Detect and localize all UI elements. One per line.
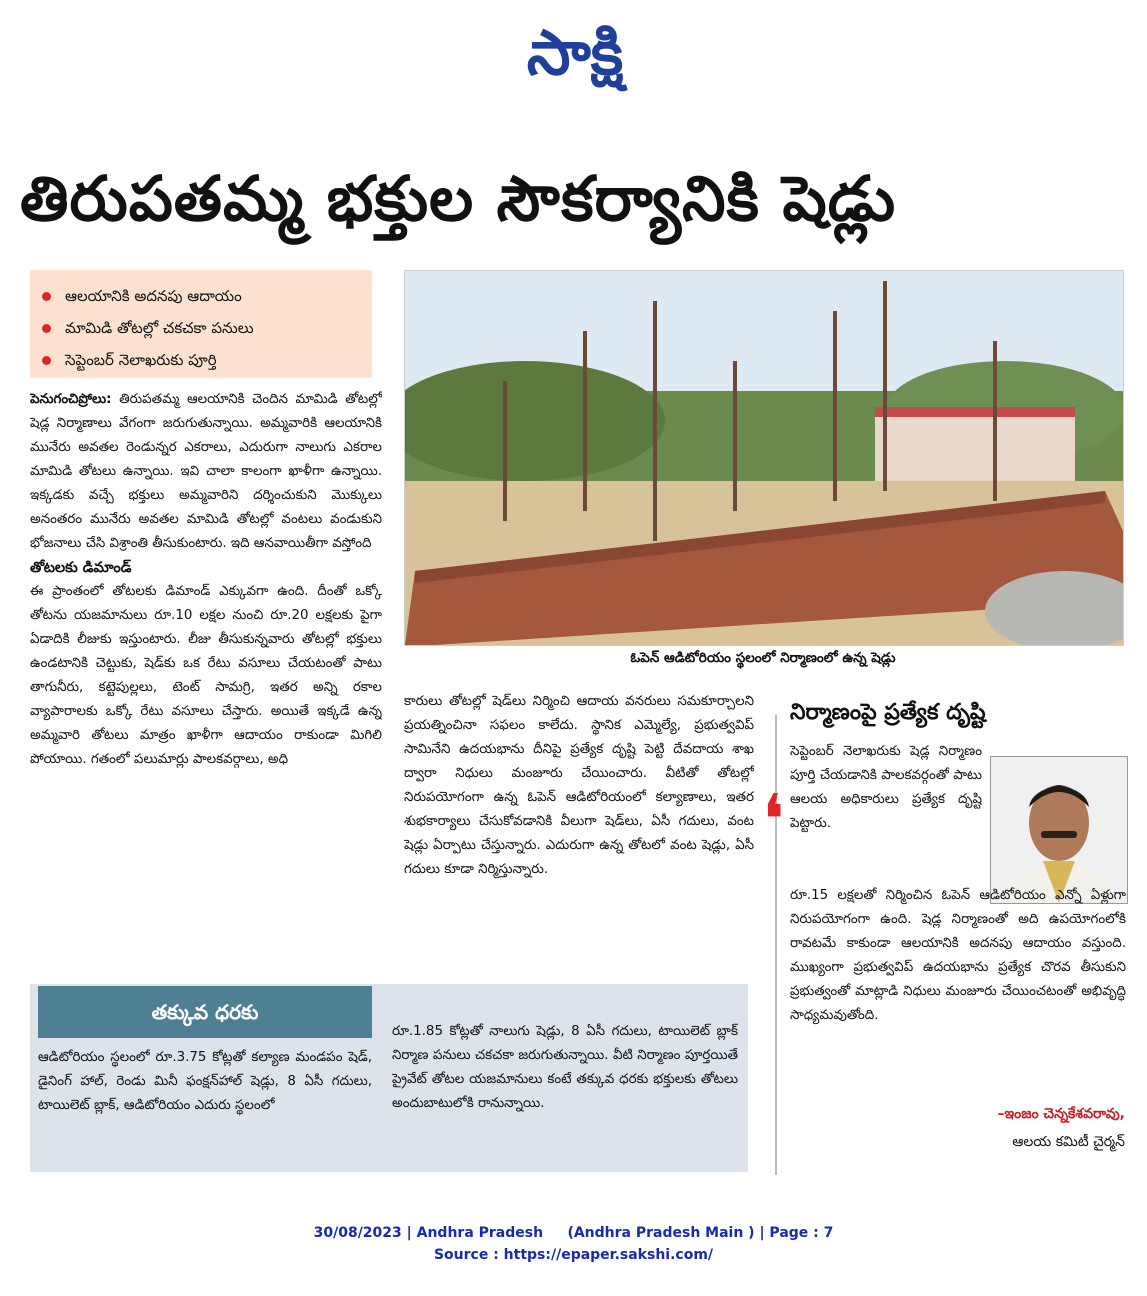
- signature-title: ఆలయ కమిటీ చైర్మన్: [1012, 1134, 1125, 1150]
- footer-source-link[interactable]: Source : https://epaper.sakshi.com/: [433, 1247, 714, 1263]
- sidebar-text-bottom: రూ.15 లక్షలతో నిర్మించిన ఓపెన్ ఆడిటోరియం ఎన్నో ఏళ్లుగా నిరుపయోగంగా ఉంది. షెడ్ల నిర్మాణంతో అది ఉపయోగంలోకి రావటమే కాకుండా ఆలయానికి అదనపు ఆదాయం వస్తుంది. ముఖ్యంగా ప్రభుత్వవిప్ ఉదయభాను ప్రత్యేక చొరవ తీసుకుని ప్రభుత్వంతో మాట్లాడి నిధులు మంజూరు చేయించటంతో అభివృద్ధి సాధ్యమవుతోంది.: [790, 888, 1126, 1023]
- article-column-left: [30, 388, 382, 974]
- logo-graphic: [470, 8, 680, 98]
- signature-name: –ఇంజం చెన్నకేశవరావు,: [997, 1106, 1125, 1122]
- article-column-middle: [404, 690, 754, 970]
- article-para-2: ఈ ప్రాంతంలో తోటలకు డిమాండ్ ఎక్కువగా ఉంది. దీంతో ఒక్కో తోటను యజమానులు రూ.10 లక్షల నుంచి రూ.20 లక్షలకు పైగా ఏడాదికి లీజుకు ఇస్తుంటారు. లీజు తీసుకున్నవారు తోటల్లో భక్తులు ఉండటానికి చెట్టుకు, షెడ్‌కు ఒక రేటు వసూలు చేయటంతో పాటు తాగునీరు, కట్టెపుల్లలు, టెంట్ సామగ్రి, ఇతర అన్ని రకాల వ్యాపారాలకు ఒక్కో రేటు వసూలు చేస్తారు. అయితే ఇక్కడే ఉన్న అమ్మవారి తోటలు మాత్రం ఖాళీగా ఆదాయం రాకుండా మిగిలి పోయాయి. గతంలో పలుమార్లు పాలకవర్గాలు, అధి: [30, 584, 382, 767]
- footer: [0, 1222, 1147, 1266]
- photo-caption: ఓపెన్ ఆడిటోరియం స్థలంలో నిర్మాణంలో ఉన్న షెడ్లు: [630, 650, 896, 666]
- article-para-1: తిరుపతమ్మ ఆలయానికి చెందిన మామిడి తోటల్లో షెడ్ల నిర్మాణాలు వేగంగా జరుగుతున్నాయి. అమ్మవారికి ఆలయానికి మునేరు అవతల రెండున్నర ఎకరాలు, ఎదురుగా నాలుగు ఎకరాల మామిడి తోటలు ఉన్నాయి. ఇవి చాలా కాలంగా ఖాళీగా ఉన్నాయి. ఇక్కడకు వచ్చే భక్తులు అమ్మవారిని దర్శించుకుని మొక్కులు అనంతరం మునేరు అవతల మామిడి తోటల్లో వంటలు వండుకుని భోజనాలు చేసి విశ్రాంతి తీసుకుంటారు. ఇది ఆనవాయితీగా వస్తోంది: [30, 392, 382, 551]
- sakshi-logo: [470, 8, 680, 98]
- footer-date-line: 30/08/2023 | Andhra Pradesh (Andhra Pradesh Main ) | Page : 7: [313, 1225, 834, 1241]
- price-box-title: తక్కువ ధరకు: [38, 986, 372, 1038]
- subheading: తోటలకు డిమాండ్: [30, 560, 132, 576]
- portrait-illustration: [991, 757, 1127, 903]
- photo-illustration: [405, 271, 1123, 645]
- quote-icon: ❛: [762, 779, 785, 861]
- price-box-left-text: ఆడిటోరియం స్థలంలో రూ.3.75 కోట్లతో కల్యాణ మండపం షెడ్, డైనింగ్ హాల్, రెండు మినీ ఫంక్షన్‌హాల్ షెడ్లు, 8 ఏసీ గదులు, టాయిలెట్ బ్లాక్, ఆడిటోరియం ఎదురు స్థలంలో: [38, 1050, 372, 1113]
- construction-photo: [404, 270, 1124, 646]
- chairman-portrait: [990, 756, 1128, 904]
- bullet-icon: [42, 324, 51, 333]
- bullet-icon: [42, 356, 51, 365]
- article-para-3: కారులు తోటల్లో షెడ్‌లు నిర్మించి ఆదాయ వనరులు సమకూర్చాలని ప్రయత్నించినా సఫలం కాలేదు. స్థానిక ఎమ్మెల్యే, ప్రభుత్వవిప్ సామినేని ఉదయభాను దీనిపై ప్రత్యేక దృష్టి పెట్టి దేవదాయ శాఖ ద్వారా నిధులు మంజూరు చేయించారు. వీటితో తోటల్లో నిరుపయోగంగా ఉన్న ఓపెన్ ఆడిటోరియంలో కల్యాణాలు, ఇతర శుభకార్యాలు చేసుకోవడానికి వీలుగా షెడ్‌లు, ఏసీ గదులు, వంట షెడ్లు ఏర్పాటు చేస్తున్నారు. ఎదురుగా ఉన్న తోటలో వంట షెడ్లు, ఏసీ గదులు కూడా నిర్మిస్తున్నారు.: [404, 694, 754, 877]
- signature-block: [860, 1100, 1125, 1156]
- sidebar-heading: నిర్మాణంపై ప్రత్యేక దృష్టి: [790, 700, 986, 725]
- highlight-item: సెప్టెంబర్ నెలాఖరుకు పూర్తి: [42, 344, 372, 376]
- logo-text: సాక్షి: [526, 16, 624, 89]
- dateline: పెనుగంచిప్రోలు:: [30, 392, 112, 407]
- price-box-right-text: రూ.1.85 కోట్లతో నాలుగు షెడ్లు, 8 ఏసీ గదులు, టాయిలెట్ బ్లాక్ నిర్మాణ పనులు చకచకా జరుగుతున్నాయి. వీటి నిర్మాణం పూర్తయితే ప్రైవేట్ తోటల యజమానులు కంటే తక్కువ ధరకు భక్తులకు తోటలు అందుబాటులోకి రానున్నాయి.: [392, 1024, 738, 1111]
- highlight-item: ఆలయానికి అదనపు ఆదాయం: [42, 280, 372, 312]
- headline: తిరుపతమ్మ భక్తుల సౌకర్యానికి షెడ్లు: [20, 162, 897, 235]
- highlight-item: మామిడి తోటల్లో చకచకా పనులు: [42, 312, 372, 344]
- bullet-icon: [42, 292, 51, 301]
- highlights-box: [30, 270, 372, 378]
- sidebar-text-top: సెప్టెంబర్ నెలాఖరుకు షెడ్ల నిర్మాణం పూర్తి చేయడానికి పాలకవర్గంతో పాటు ఆలయ అధికారులు ప్రత్యేక దృష్టి పెట్టారు.: [790, 744, 982, 831]
